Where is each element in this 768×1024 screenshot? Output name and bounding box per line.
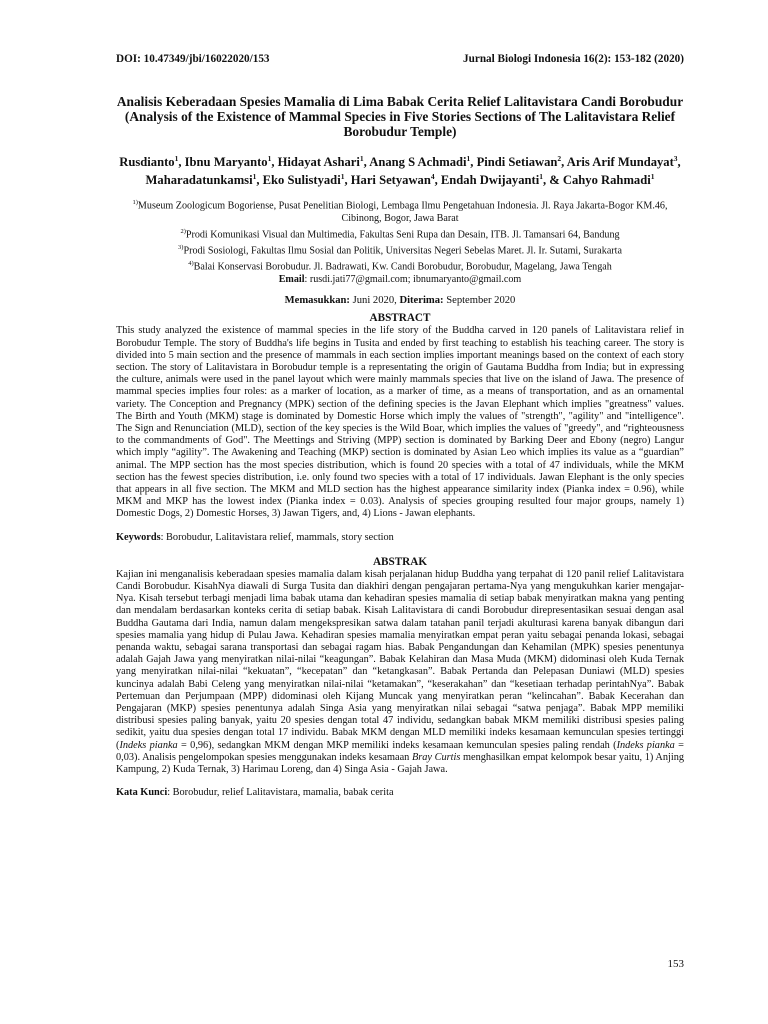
author-affiliation-marker: 1 <box>340 171 345 181</box>
author-affiliation-marker: 1 <box>539 171 543 181</box>
abstrak-heading: ABSTRAK <box>372 555 428 568</box>
author-separator: , <box>434 172 441 187</box>
affiliation-text: Museum Zoologicum Bogoriense, Pusat Penelitian Biologi, Lembaga Ilmu Pengetahuan Indonesia. Jl. Raya Jakarta-Bogor KM.46, Cibinong, Bogor, Jawa Barat <box>137 200 668 225</box>
author-separator: , <box>470 155 477 170</box>
author-name: Endah Dwijayanti <box>440 172 540 187</box>
affiliation-text: Prodi Sosiologi, Fakultas Ilmu Sosial dan Politik, Universitas Negeri Sebelas Maret. Jl. Ir. Sutami, Surakarta <box>183 245 622 257</box>
author-affiliation-marker: 2 <box>557 154 562 163</box>
author-separator: , & <box>542 172 563 187</box>
abstrak-text-part-2: = 0,96), sedangkan MKM dengan MKP memiliki indeks kesamaan kemunculan spesies paling rendah ( <box>177 739 617 751</box>
author-separator: , <box>677 155 681 170</box>
abstract-text: This study analyzed the existence of mammal species in the life story of the Buddha carved in 120 panels of Lalitavistara relief in Borobudur Temple. The story of Buddha's life begins in Tusita and ended by first teaching to establish his teaching career. The story is divided into 5 main section and the presence of mammals in each section implies important meanings based on the context of each story section. The story of Lalitavistara in Borobudur temple is a representating the origin of Gautama Buddha from India; but in expressing the culture, animals were used in the panel layout which were mainly mammals species that live on the island of Jawa. The presence of mammal species implies four roles: as a marker of location, as a marker of time, as a means of transportation, and as an ornamental variety. The Conception and Pregnancy (MPK) section of the defining species is the Javan Elephant which implies "greatness" values. The Birth and Youth (MKM) stage is dominated by Domestic Horse which imply the values of "strength", "agility" and "intelligence". The Sign and Renunciation (MLD), section of the key species is the Wild Boar, which implies the values of "greedy", and “righteousness to the commandments of God". The Meettings and Striving (MPP) section is dominated by Barking Deer and Ebony (negro) Langur which imply “agility”. The Awakening and Teaching (MKP) section is dominated by Asian Leo which implies its value as a “guardian” animal. The MPP section has the most species distribution, which is found 20 species with a total of 47 individuals, while the MKM section has the fewest species distribution, i.e. only found two species with a total of 17 individuals. Jawan Elephant is the only species that appears in all five section. The MKM and MLD section has the highest appearance similarity index (Pianka index = 0.96), while MKM and MKP has the lowest index (Pianka index = 0.03). Analysis of species grouping resulted four major groups, namely 1) Domestic Dogs, 2) Domestic Horses, 3) Jawan Tigers, and, 4) Lions - Jawan elephants. <box>116 325 684 520</box>
submitted-date: Juni 2020, <box>352 295 397 307</box>
author-separator: , <box>271 155 278 170</box>
abstrak-italic-1: Indeks pianka <box>119 739 178 751</box>
keywords-label: Keywords <box>116 531 161 543</box>
author-name: Cahyo Rahmadi <box>562 172 651 187</box>
article-title: Analisis Keberadaan Spesies Mamalia di Lima Babak Cerita Relief Lalitavistara Candi Borobudur <box>116 94 684 109</box>
abstract-heading: ABSTRACT <box>369 312 431 325</box>
author-name: Anang S Achmadi <box>369 155 467 170</box>
author-affiliation-marker: 1 <box>359 154 364 163</box>
author-affiliation-marker: 3 <box>673 154 678 163</box>
affiliation-marker: 4) <box>188 259 194 267</box>
page-number: 153 <box>667 958 684 970</box>
abstrak-italic-3: Bray Curtis <box>411 751 461 763</box>
kata-kunci <box>116 787 684 799</box>
submitted-label: Memasukkan: <box>284 295 350 307</box>
journal-citation: Jurnal Biologi Indonesia 16(2): 153-182 (2020) <box>463 53 684 65</box>
author-name: Maharadatunkamsi <box>145 172 253 187</box>
keywords-text: : Borobudur, Lalitavistara relief, mammals, story section <box>160 531 394 543</box>
page-header <box>116 53 684 65</box>
affiliation-text: Balai Konservasi Borobudur. Jl. Badrawati, Kw. Candi Borobudur, Borobudur, Magelang, Jawa Tengah <box>193 261 612 273</box>
kata-kunci-label: Kata Kunci <box>116 787 168 799</box>
author-affiliation-marker: 1 <box>650 171 655 181</box>
doi-text: DOI: 10.47349/jbi/16022020/153 <box>116 53 270 65</box>
author-separator: , <box>178 155 185 170</box>
article-title-english: (Analysis of the Existence of Mammal Species in Five Stories Sections of The Lalitavistara Relief Borobudur Temple) <box>124 109 676 139</box>
affiliation <box>116 197 684 226</box>
author-name: Pindi Setiawan <box>476 155 558 170</box>
author-separator: , <box>561 155 567 170</box>
author-name: Rusdianto <box>119 155 175 170</box>
author-affiliation-marker: 1 <box>174 154 179 163</box>
affiliation-list <box>116 197 684 273</box>
author-affiliation-marker: 1 <box>466 154 471 163</box>
author-affiliation-marker: 1 <box>267 154 272 163</box>
article-content <box>116 94 684 811</box>
author-affiliation-marker: 1 <box>252 171 257 181</box>
author-affiliation-marker: 4 <box>430 171 435 181</box>
abstrak-text-part-3: = 0,03). Analisis pengelompokan spesies menggunakan indeks kesamaan <box>116 739 684 763</box>
keywords <box>116 532 684 544</box>
accepted-label: Diterima: <box>399 295 444 307</box>
affiliation <box>116 242 684 258</box>
accepted-date: September 2020 <box>446 295 516 307</box>
affiliation-marker: 3) <box>178 243 184 251</box>
author-separator: , <box>256 172 263 187</box>
affiliation-marker: 2) <box>180 227 186 235</box>
email-addresses: : rusdi.jati77@gmail.com; ibnumaryanto@gmail.com <box>304 273 522 285</box>
submission-dates <box>116 294 684 307</box>
abstrak-text <box>116 569 684 776</box>
abstrak-text-part-1: Kajian ini menganalisis keberadaan spesies mamalia dalam kisah perjalanan hidup Buddha yang terpahat di 120 panil relief Lalitavistara Candi Borobudur. KisahNya diawali di Surga Tusita dan diakhiri dengan pengajaran pertama-Nya yang mengukuhkan karier mengajar-Nya. Kisah tersebut terbagi menjadi lima babak utama dan kehadiran spesies mamalia di setiap babak menyiratkan makna yang penting dan mendalam berdasarkan konteks cerita di setiap babak. Kisah Lalitavistara di candi Borobudur direpresentasikan sesuai dengan asal Buddha Gautama dari India, namun dalam mengekspresikan satwa dalam tatahan panil terjadi akulturasi karena banyak dibangun dari spesies mamalia yang hidup di Pulau Jawa. Kehadiran spesies mamalia menyiratkan empat peran yaitu sebagai penanda lokasi, sebagai penanda waktu, sebagai sarana transportasi dan sebagai ragam hias. Babak Pengandungan dan Kehamilan (MPK) spesies penentunya adalah Gajah Jawa yang menyiratkan nilai-nilai “keagungan”. Babak Kelahiran dan Masa Muda (MKM) didominasi oleh Kuda Ternak yang menyiratkan nilai-nilai “kekuatan”, “kecepatan” dan “ketangkasan”. Babak Pertanda dan Pelepasan Duniawi (MLD) spesies kuncinya adalah Babi Celeng yang menyiratkan nilai-nilai “ketamakan”, “keserakahan” dan “kesetiaan terhadap perintahNya”. Babak Pertemuan dan Perjumpaan (MPP) didominasi oleh Kijang Muncak yang menyiratkan peran “kelincahan”. Babak Kecerahan dan Pengajaran (MKP) spesies penentunya adalah Singa Asia yang menyiratkan nilai sebagai “satwa penjaga”. Babak MPP memiliki distribusi spesies paling banyak, yaitu 20 spesies dengan total 47 individu, sedangkan babak MKM memiliki distribusi spesies paling sedikit, yaitu dua spesies dengan total 17 individu. Babak MKM dengan MLD memiliki indeks kesamaan kemunculan spesies tertinggi ( <box>116 568 684 751</box>
email-label: Email <box>278 273 305 285</box>
author-name: Aris Arif Mundayat <box>566 155 674 170</box>
author-separator: , <box>344 172 351 187</box>
affiliation <box>116 258 684 274</box>
abstrak-text-part-4: menghasilkan empat kelompok besar yaitu, 1) Anjing Kampung, 2) Kuda Ternak, 3) Harimau Loreng, dan 4) Singa Asia - Gajah Jawa. <box>116 751 684 776</box>
author-name: Ibnu Maryanto <box>184 155 268 170</box>
author-name: Hari Setyawan <box>350 172 431 187</box>
author-name: Eko Sulistyadi <box>262 172 341 187</box>
affiliation-text: Prodi Komunikasi Visual dan Multimedia, Fakultas Seni Rupa dan Desain, ITB. Jl. Tamansari 64, Bandung <box>185 229 620 241</box>
affiliation <box>116 226 684 242</box>
kata-kunci-text: : Borobudur, relief Lalitavistara, mamalia, babak cerita <box>167 787 394 799</box>
affiliation-marker: 1) <box>132 199 138 207</box>
author-name: Hidayat Ashari <box>277 155 360 170</box>
author-list <box>116 152 684 187</box>
abstrak-italic-2: Indeks pianka <box>616 739 675 751</box>
author-separator: , <box>363 155 370 170</box>
contact-email <box>116 274 684 287</box>
